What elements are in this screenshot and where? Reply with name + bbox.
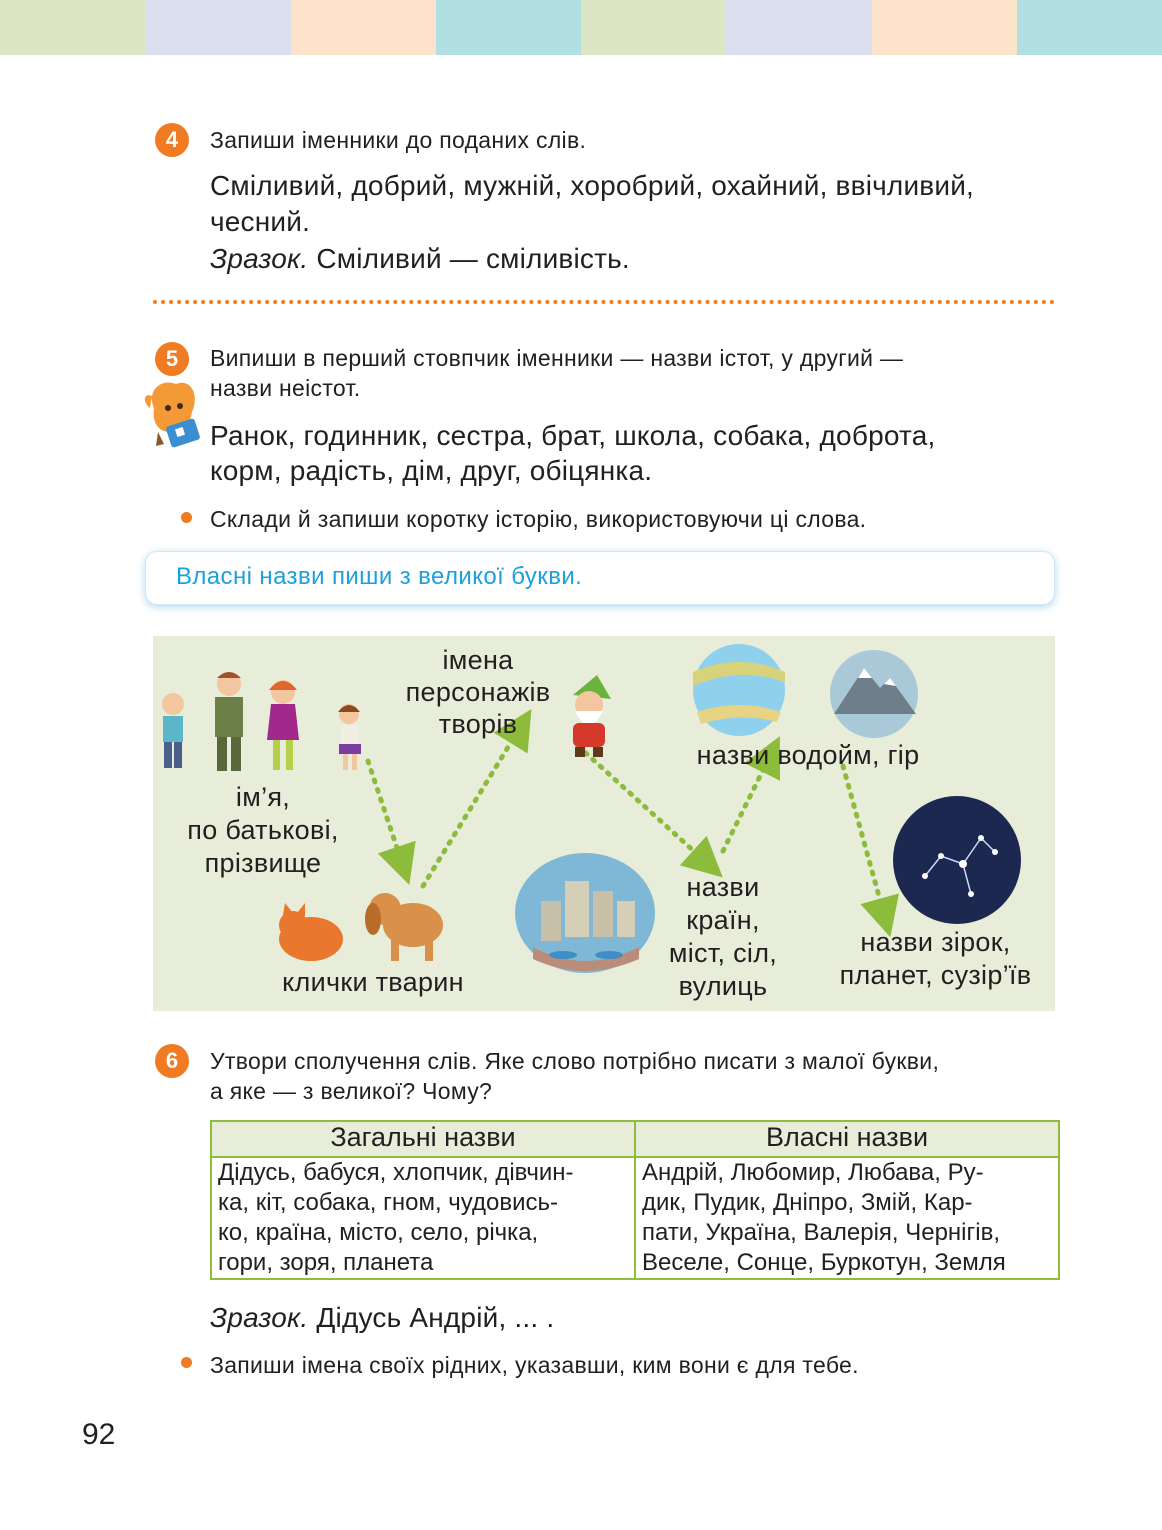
label-characters-line2: персонажів [405,677,551,707]
exercise-6-instruction-line1: Утвори сполучення слів. Яке слово потрібно писати з малої букви, [210,1048,940,1074]
exercise-6-sample [210,1300,554,1336]
rule-text: Власні назви пиши з великої букви. [176,563,583,590]
strip-segment [291,0,436,55]
table-row [211,1157,1059,1279]
label-stars-line1: назви зірок, [860,927,1011,957]
exercise-6-task: Запиши імена своїх рідних, указавши, ким вони є для тебе. [210,1352,859,1378]
page-number: 92 [82,1418,116,1451]
table-cell-common [211,1157,635,1279]
cell-line: Андрій, Любомир, Любава, Ру- [642,1159,984,1186]
strip-segment [0,0,145,55]
sample-label: Зразок. [210,1302,309,1333]
strip-segment [726,0,871,55]
label-waters-mountains: назви водойм, гір [696,740,920,770]
table-header-proper: Власні назви [635,1121,1059,1157]
label-characters-line3: творів [438,709,518,739]
exercise-number-4: 4 [155,123,189,157]
family-illustration [153,654,383,774]
section-divider [153,300,1055,304]
names-table [210,1120,1060,1280]
strip-segment [145,0,290,55]
cell-line: Дідусь, бабуся, хлопчик, дівчин- [218,1159,574,1186]
cell-line: ка, кіт, собака, гном, чудовись- [218,1189,558,1216]
table-header-row [211,1121,1059,1157]
strip-segment [872,0,1017,55]
mountain-illustration [828,648,920,740]
exercise-6-instruction-line2: а яке — з великої? Чому? [210,1078,493,1104]
table-cell-proper [635,1157,1059,1279]
sample-text: Сміливий — сміливість. [316,243,630,274]
proper-names-scheme [153,636,1055,1011]
exercise-5-task: Склади й запиши коротку історію, використовуючи ці слова. [210,506,867,532]
sample-label: Зразок. [210,243,309,274]
cell-line: гори, зоря, планета [218,1249,434,1276]
label-characters-line1: імена [442,645,514,675]
bullet-dot [181,512,192,523]
cell-line: Веселе, Сонце, Буркотун, Земля [642,1249,1006,1276]
label-names-line2: по батькові, [187,815,339,845]
label-places-line1: назви [686,872,760,902]
label-places-line3: міст, сіл, [668,938,778,968]
exercise-5-words-line1: Ранок, годинник, сестра, брат, школа, собака, доброта, [210,420,936,451]
water-illustration [691,642,787,738]
exercise-5-words-line2: корм, радість, дім, друг, обіцянка. [210,455,653,486]
label-places-line4: вулиць [678,971,768,1001]
exercise-4-words-line2: чесний. [210,206,311,237]
bullet-dot [181,1357,192,1368]
rule-box [145,551,1055,605]
city-rain-illustration [513,851,658,981]
cell-line: дик, Пудик, Дніпро, Змій, Кар- [642,1189,973,1216]
strip-segment [581,0,726,55]
exercise-5-instruction-line2: назви неістот. [210,375,361,401]
exercise-5-instruction-line1: Випиши в перший стовпчик іменники — назви істот, у другий — [210,345,904,371]
strip-segment [436,0,581,55]
strip-segment [1017,0,1162,55]
label-names-line3: прізвище [204,848,322,878]
cell-line: пати, Україна, Валерія, Чернігів, [642,1219,1001,1246]
header-color-strip [0,0,1162,55]
table-header-common: Загальні назви [211,1121,635,1157]
sample-text: Дідусь Андрій, ... . [316,1302,555,1333]
label-places-line2: країн, [686,905,760,935]
exercise-4-instruction: Запиши іменники до поданих слів. [210,127,587,153]
cell-line: ко, країна, місто, село, річка, [218,1219,539,1246]
exercise-number-6: 6 [155,1044,189,1078]
label-names-line1: ім’я, [235,782,291,812]
exercise-number-5: 5 [155,342,189,376]
exercise-4-words-line1: Сміливий, добрий, мужній, хоробрий, охайний, ввічливий, [210,170,975,201]
exercise-4-sample [210,241,630,277]
gnome-illustration [553,671,625,761]
cat-dog-illustration [273,881,458,966]
constellation-illustration [891,794,1023,926]
label-stars-line2: планет, сузір’їв [839,960,1032,990]
label-pets: клички тварин [282,967,464,997]
mascot-writing-icon [140,378,204,453]
